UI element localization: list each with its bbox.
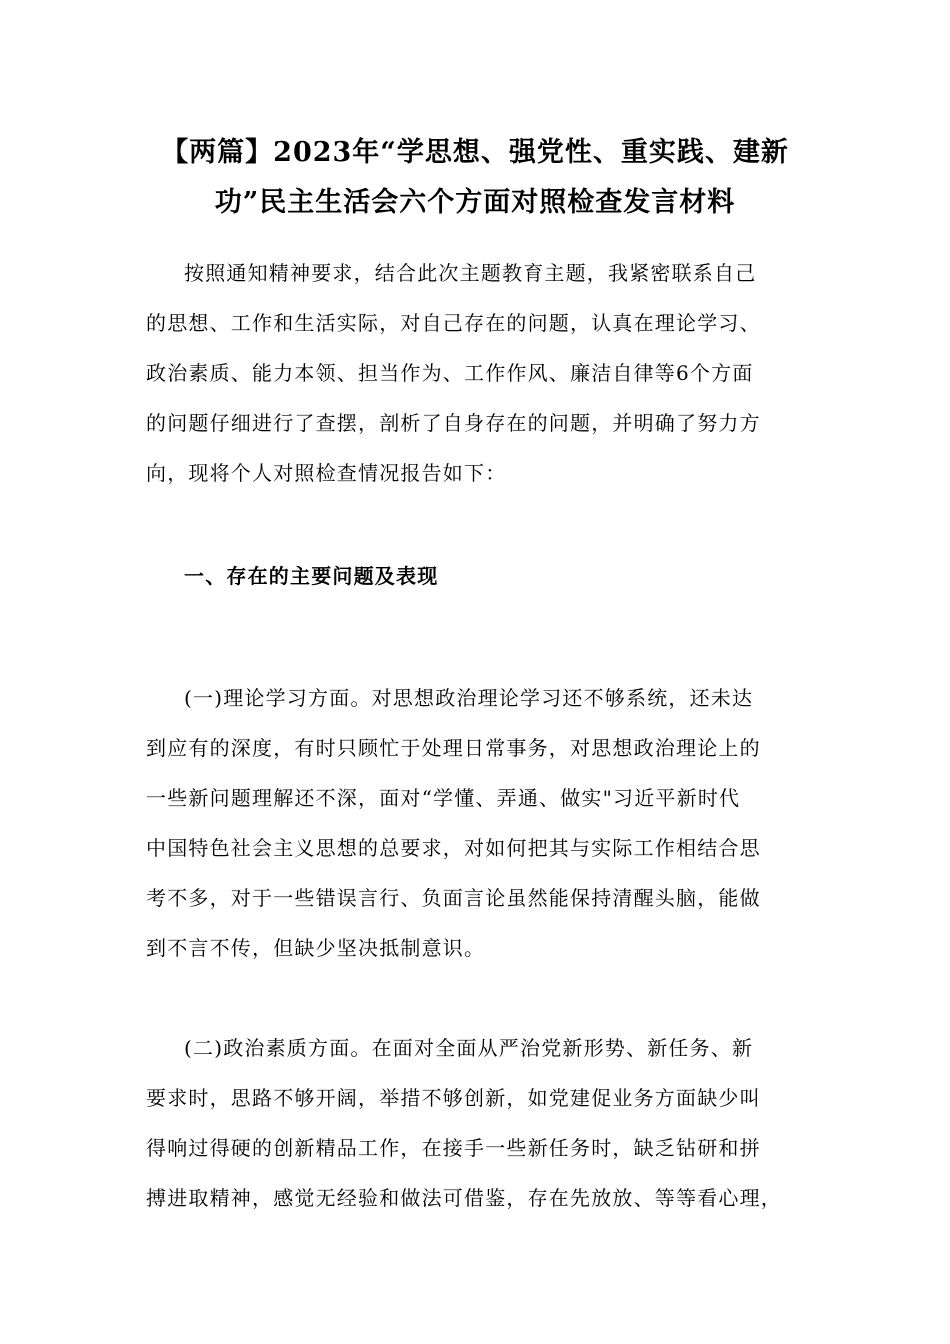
item-1-line: (一)理论学习方面。对思想政治理论学习还不够系统，还未达: [184, 686, 754, 710]
item-1-line: 一些新问题理解还不深，面对“学懂、弄通、做实"习近平新时代: [146, 786, 741, 810]
item-1-line: 到不言不传，但缺少坚决抵制意识。: [146, 936, 486, 960]
item-2-paragraph: [146, 1023, 826, 1223]
item-2-line: (二)政治素质方面。在面对全面从严治党新形势、新任务、新: [184, 1036, 754, 1060]
intro-paragraph: [146, 248, 826, 498]
item-2-line: 得响过得硬的创新精品工作，在接手一些新任务时，缺乏钻研和拼: [146, 1136, 761, 1160]
item-1-line: 到应有的深度，有时只顾忙于处理日常事务，对思想政治理论上的: [146, 736, 761, 760]
title-line-1: 【两篇】2023年“学思想、强党性、重实践、建新: [161, 137, 789, 168]
intro-line: 的思想、工作和生活实际，对自己存在的问题，认真在理论学习、: [146, 311, 761, 335]
intro-line: 向，现将个人对照检查情况报告如下：: [146, 461, 507, 485]
item-2-line: 搏进取精神，感觉无经验和做法可借鉴，存在先放放、等等看心理，: [146, 1186, 782, 1210]
section-heading: 一、存在的主要问题及表现: [184, 564, 439, 588]
item-1-line: 考不多，对于一些错误言行、负面言论虽然能保持清醒头脑，能做: [146, 886, 761, 910]
title-line-2: 功”民主生活会六个方面对照检查发言材料: [214, 187, 736, 218]
intro-line: 的问题仔细进行了查摆，剖析了自身存在的问题，并明确了努力方: [146, 411, 761, 435]
document-title: [120, 128, 830, 228]
item-1-paragraph: [146, 673, 826, 973]
item-1-line: 中国特色社会主义思想的总要求，对如何把其与实际工作相结合思: [146, 836, 761, 860]
intro-line: 政治素质、能力本领、担当作为、工作作风、廉洁自律等6个方面: [146, 361, 754, 385]
intro-line: 按照通知精神要求，结合此次主题教育主题，我紧密联系自己: [184, 261, 757, 285]
item-2-line: 要求时，思路不够开阔，举措不够创新，如党建促业务方面缺少叫: [146, 1086, 761, 1110]
